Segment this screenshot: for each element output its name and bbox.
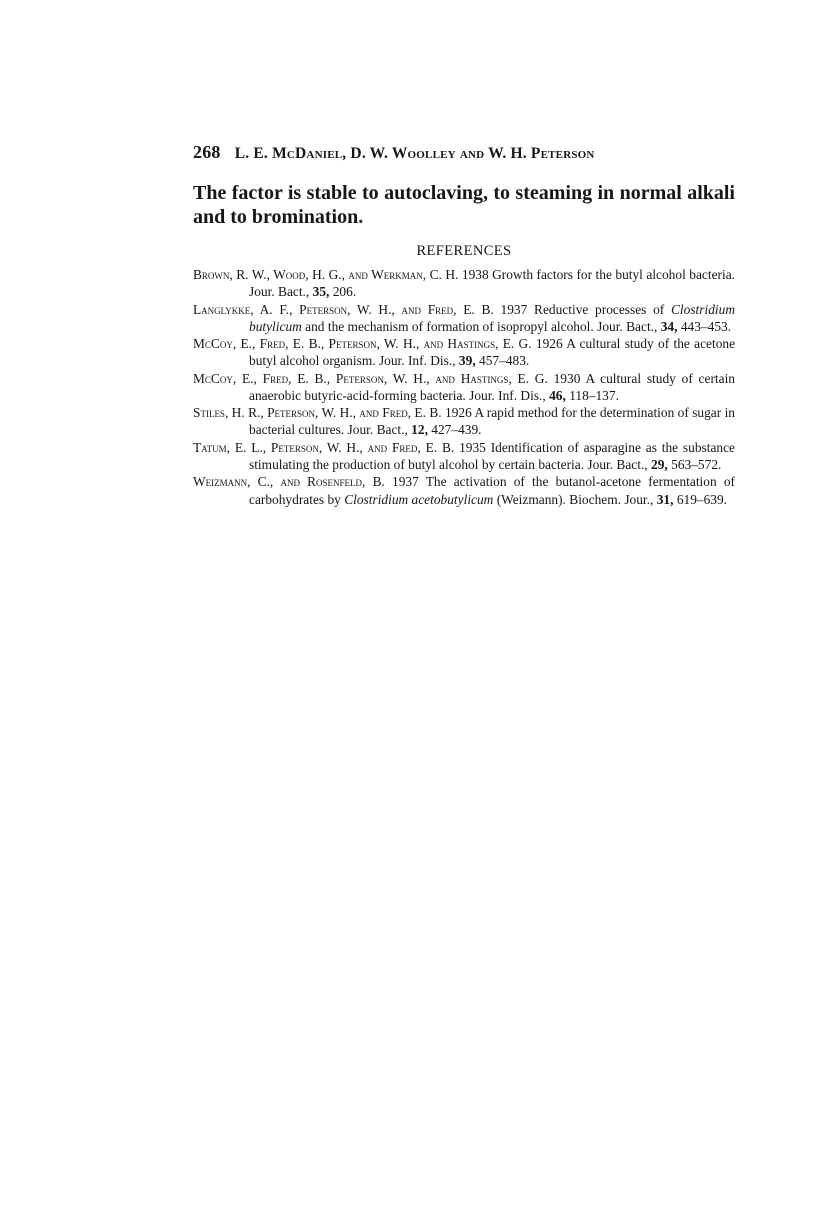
references-heading: REFERENCES <box>416 243 512 259</box>
reference-item <box>193 335 735 369</box>
reference-list <box>193 266 735 508</box>
reference-year: 1926 <box>535 336 563 352</box>
reference-volume: 31, <box>656 491 674 507</box>
reference-title: A cultural study of the acetone butyl alcohol organism. <box>249 336 736 369</box>
reference-item <box>193 473 735 507</box>
reference-journal: Jour. Bact., <box>597 318 658 334</box>
reference-item <box>193 370 735 404</box>
reference-journal: Biochem. Jour., <box>569 491 654 507</box>
reference-title-cont: and the mechanism of formation of isopropyl alcohol. <box>305 318 594 334</box>
reference-item <box>193 439 735 473</box>
reference-year: 1930 <box>553 370 581 386</box>
reference-journal: Jour. Bact., <box>587 456 648 472</box>
reference-pages: 206. <box>332 284 357 300</box>
reference-volume: 29, <box>651 456 668 472</box>
page-number: 268 <box>193 142 221 162</box>
reference-item <box>193 266 735 300</box>
reference-title-cont: (Weizmann). <box>496 491 566 507</box>
reference-pages: 118–137. <box>569 387 619 403</box>
reference-organism: Clostridium butylicum <box>249 301 735 334</box>
reference-pages: 619–639. <box>676 491 728 507</box>
reference-year: 1937 <box>392 474 419 490</box>
reference-authors: Langlykke, A. F., Peterson, W. H., and Fred, E. B. <box>193 301 494 317</box>
body-paragraph: The factor is stable to autoclaving, to steaming in normal alkali and to bromination. <box>193 182 735 228</box>
reference-title: Growth factors for the butyl alcohol bacteria. <box>492 267 735 282</box>
reference-year: 1938 <box>461 267 489 282</box>
reference-volume: 46, <box>549 387 566 403</box>
reference-title: The activation of the butanol-acetone fermentation of carbohydrates by <box>249 474 735 507</box>
reference-authors: McCoy, E., Fred, E. B., Peterson, W. H., and Hastings, E. G. <box>193 336 532 352</box>
reference-organism: Clostridium acetobutylicum <box>344 491 494 507</box>
reference-journal: Jour. Inf. Dis., <box>378 353 456 369</box>
reference-title: Identification of asparagine as the substance stimulating the production of butyl alcohol by certain bacteria. <box>249 439 735 472</box>
reference-authors: Weizmann, C., and Rosenfeld, B. <box>193 474 385 490</box>
running-head <box>193 142 733 163</box>
reference-year: 1937 <box>500 301 528 317</box>
reference-volume: 35, <box>312 284 330 300</box>
reference-journal: Jour. Inf. Dis., <box>469 387 546 403</box>
reference-journal: Jour. Bact., <box>347 422 408 438</box>
reference-authors: Tatum, E. L., Peterson, W. H., and Fred, E. B. <box>193 439 455 455</box>
reference-item <box>193 301 735 335</box>
reference-volume: 39, <box>458 353 476 369</box>
reference-pages: 443–453. <box>680 318 732 334</box>
reference-authors: McCoy, E., Fred, E. B., Peterson, W. H., and Hastings, E. G. <box>193 370 548 386</box>
reference-volume: 34, <box>660 318 678 334</box>
reference-authors: Stiles, H. R., Peterson, W. H., and Fred, E. B. <box>193 405 442 421</box>
reference-year: 1926 <box>445 405 472 421</box>
reference-title: A rapid method for the determination of sugar in bacterial cultures. <box>249 405 735 438</box>
reference-title: A cultural study of certain anaerobic butyric-acid-forming bacteria. <box>249 370 735 403</box>
running-head-authors: L. E. McDaniel, D. W. Woolley and W. H. Peterson <box>234 145 595 162</box>
reference-year: 1935 <box>459 439 486 455</box>
reference-volume: 12, <box>411 422 428 438</box>
reference-pages: 457–483. <box>479 353 530 369</box>
reference-journal: Jour. Bact., <box>249 284 310 300</box>
reference-title: Reductive processes of <box>534 301 665 317</box>
reference-item <box>193 404 735 438</box>
reference-authors: Brown, R. W., Wood, H. G., and Werkman, C. H. <box>193 267 459 282</box>
reference-pages: 563–572. <box>671 456 722 472</box>
reference-pages: 427–439. <box>431 422 482 438</box>
